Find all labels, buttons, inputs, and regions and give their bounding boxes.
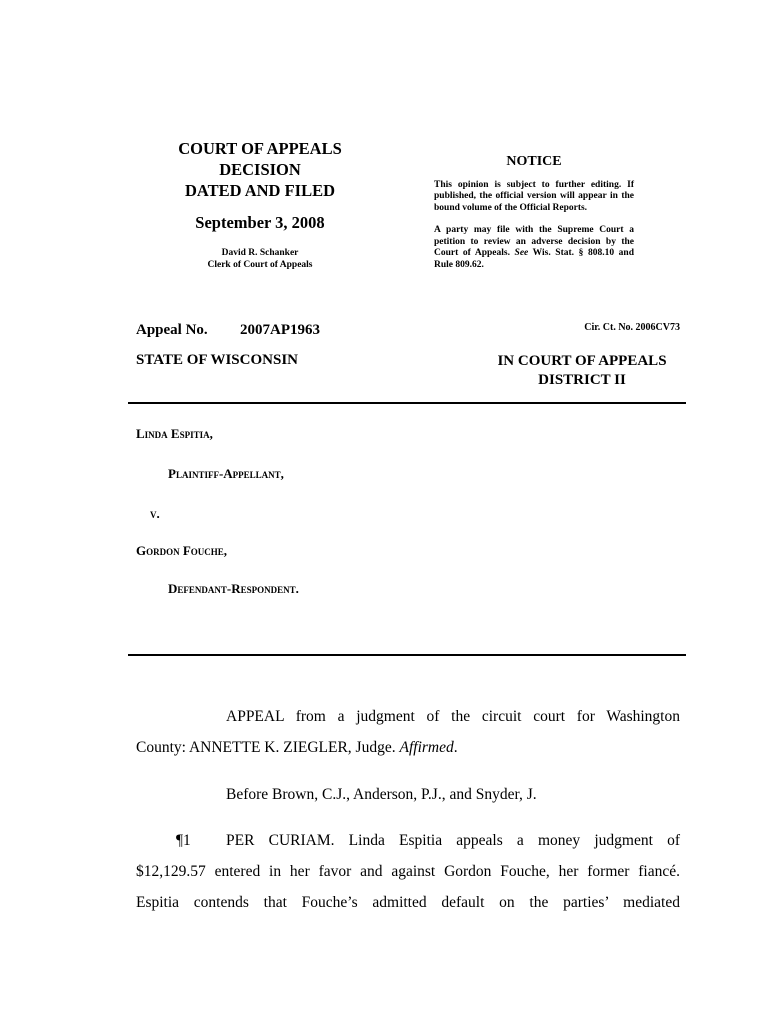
plaintiff-name: Linda Espitia, [136, 426, 213, 441]
paragraph-1-text-1: PER CURIAM. Linda Espitia appeals a money judgment of [226, 832, 680, 849]
defendant-role: Defendant-Respondent. [168, 581, 299, 596]
appeal-county-judge: County: ANNETTE K. ZIEGLER, Judge. [136, 739, 400, 756]
notice-box [434, 156, 634, 282]
before-panel: Before Brown, C.J., Anderson, P.J., and Snyder, J. [226, 786, 537, 803]
paragraph-1-line-3: Espitia contends that Fouche’s admitted default on the parties’ mediated [136, 894, 680, 911]
notice-statute: Wis. Stat. § 808.10 and Rule 809.62. [434, 248, 635, 270]
court-line-3: DATED AND FILED [184, 181, 336, 200]
court-of-appeals-district [470, 352, 694, 390]
caption-top-rule [128, 402, 686, 404]
paragraph-1 [136, 825, 680, 918]
decision-header [150, 138, 370, 271]
court-line-1: COURT OF APPEALS [178, 139, 342, 158]
district-name: DISTRICT II [538, 372, 626, 388]
plaintiff-role: Plaintiff-Appellant, [168, 466, 284, 481]
clerk-title: Clerk of Court of Appeals [207, 260, 313, 270]
notice-title: NOTICE [506, 154, 562, 169]
court-name: IN COURT OF APPEALS [497, 353, 667, 369]
notice-paragraph-2 [434, 225, 634, 271]
appeal-period: . [453, 739, 458, 756]
notice-see: See [514, 248, 529, 258]
paragraph-1-line-1 [136, 825, 680, 856]
circuit-court-number: Cir. Ct. No. 2006CV73 [584, 322, 680, 333]
court-line-2: DECISION [219, 160, 301, 179]
appeal-disposition: Affirmed [399, 739, 454, 756]
notice-paragraph-1: This opinion is subject to further editing. If published, the official version will appear in the bound volume of the Official Reports. [434, 179, 634, 213]
appeal-line-1: APPEAL from a judgment of the circuit court for Washington [226, 708, 680, 725]
panel-line [136, 779, 680, 810]
defendant-name: Gordon Fouche, [136, 543, 228, 558]
paragraph-marker: ¶1 [176, 832, 191, 849]
decision-date: September 3, 2008 [195, 213, 325, 232]
appeal-number: 2007AP1963 [240, 322, 320, 338]
notice-paragraph-2-text: A party may file with the Supreme Court a petition to review an adverse decision by the Court of Appeals. [434, 225, 634, 258]
clerk-name: David R. Schanker [221, 248, 299, 258]
caption-bottom-rule [128, 654, 686, 656]
versus: v. [150, 506, 160, 521]
state-of-wisconsin: STATE OF WISCONSIN [136, 352, 298, 368]
appeal-statement [136, 701, 680, 763]
appeal-line-2 [136, 732, 680, 763]
appeal-no-label: Appeal No. [136, 322, 208, 338]
paragraph-1-line-2: $12,129.57 entered in her favor and against Gordon Fouche, her former fiancé. [136, 863, 680, 880]
